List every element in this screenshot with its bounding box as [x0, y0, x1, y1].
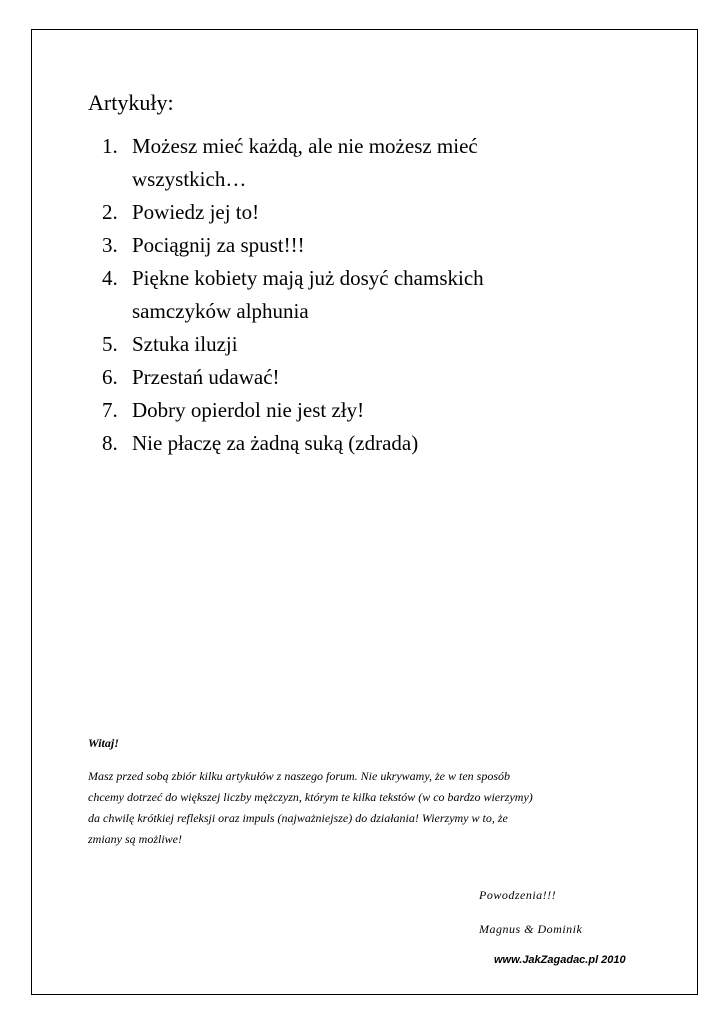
list-item	[102, 229, 582, 262]
list-item	[102, 427, 582, 460]
list-item-text: Powiedz jej to!	[132, 200, 260, 224]
signoff-text: Powodzenia!!!	[479, 888, 557, 902]
list-item-text: Przestań udawać!	[132, 365, 280, 389]
list-item-text: Piękne kobiety mają już dosyć chamskich	[132, 266, 484, 290]
list-item	[102, 262, 582, 328]
welcome-line: chcemy dotrzeć do większej liczby mężczyzn, którym te kilka tekstów (w co bardzo wierzymy)	[88, 790, 533, 804]
list-item-number: 2.	[102, 200, 118, 224]
articles-heading: Artykuły:	[88, 90, 174, 115]
list-item-number: 5.	[102, 332, 118, 356]
list-item-number: 4.	[102, 266, 118, 290]
signature-text: Magnus & Dominik	[479, 922, 583, 936]
welcome-line: zmiany są możliwe!	[88, 832, 182, 846]
list-item-number: 6.	[102, 365, 118, 389]
list-item-text: Pociągnij za spust!!!	[132, 233, 305, 257]
list-item	[102, 130, 582, 196]
list-item	[102, 394, 582, 427]
list-item-number: 3.	[102, 233, 118, 257]
list-item-text: samczyków alphunia	[132, 299, 309, 323]
welcome-line: Masz przed sobą zbiór kilku artykułów z naszego forum. Nie ukrywamy, że w ten sposób	[88, 769, 510, 783]
list-item-text: wszystkich…	[132, 167, 247, 191]
welcome-paragraph	[88, 766, 678, 850]
list-item	[102, 196, 582, 229]
list-item-text: Nie płaczę za żadną suką (zdrada)	[132, 431, 419, 455]
list-item-text: Dobry opierdol nie jest zły!	[132, 398, 365, 422]
list-item	[102, 361, 582, 394]
website-footer: www.JakZagadac.pl 2010	[494, 954, 626, 966]
welcome-line: da chwilę krótkiej refleksji oraz impuls (najważniejsze) do działania! Wierzymy w to, że	[88, 811, 508, 825]
list-item-text: Możesz mieć każdą, ale nie możesz mieć	[132, 134, 478, 158]
list-item-number: 1.	[102, 134, 118, 158]
document-page	[31, 29, 698, 995]
list-item-number: 8.	[102, 431, 118, 455]
list-item-number: 7.	[102, 398, 118, 422]
welcome-greeting: Witaj!	[88, 736, 119, 750]
list-item	[102, 328, 582, 361]
article-list	[102, 130, 582, 460]
list-item-text: Sztuka iluzji	[132, 332, 238, 356]
